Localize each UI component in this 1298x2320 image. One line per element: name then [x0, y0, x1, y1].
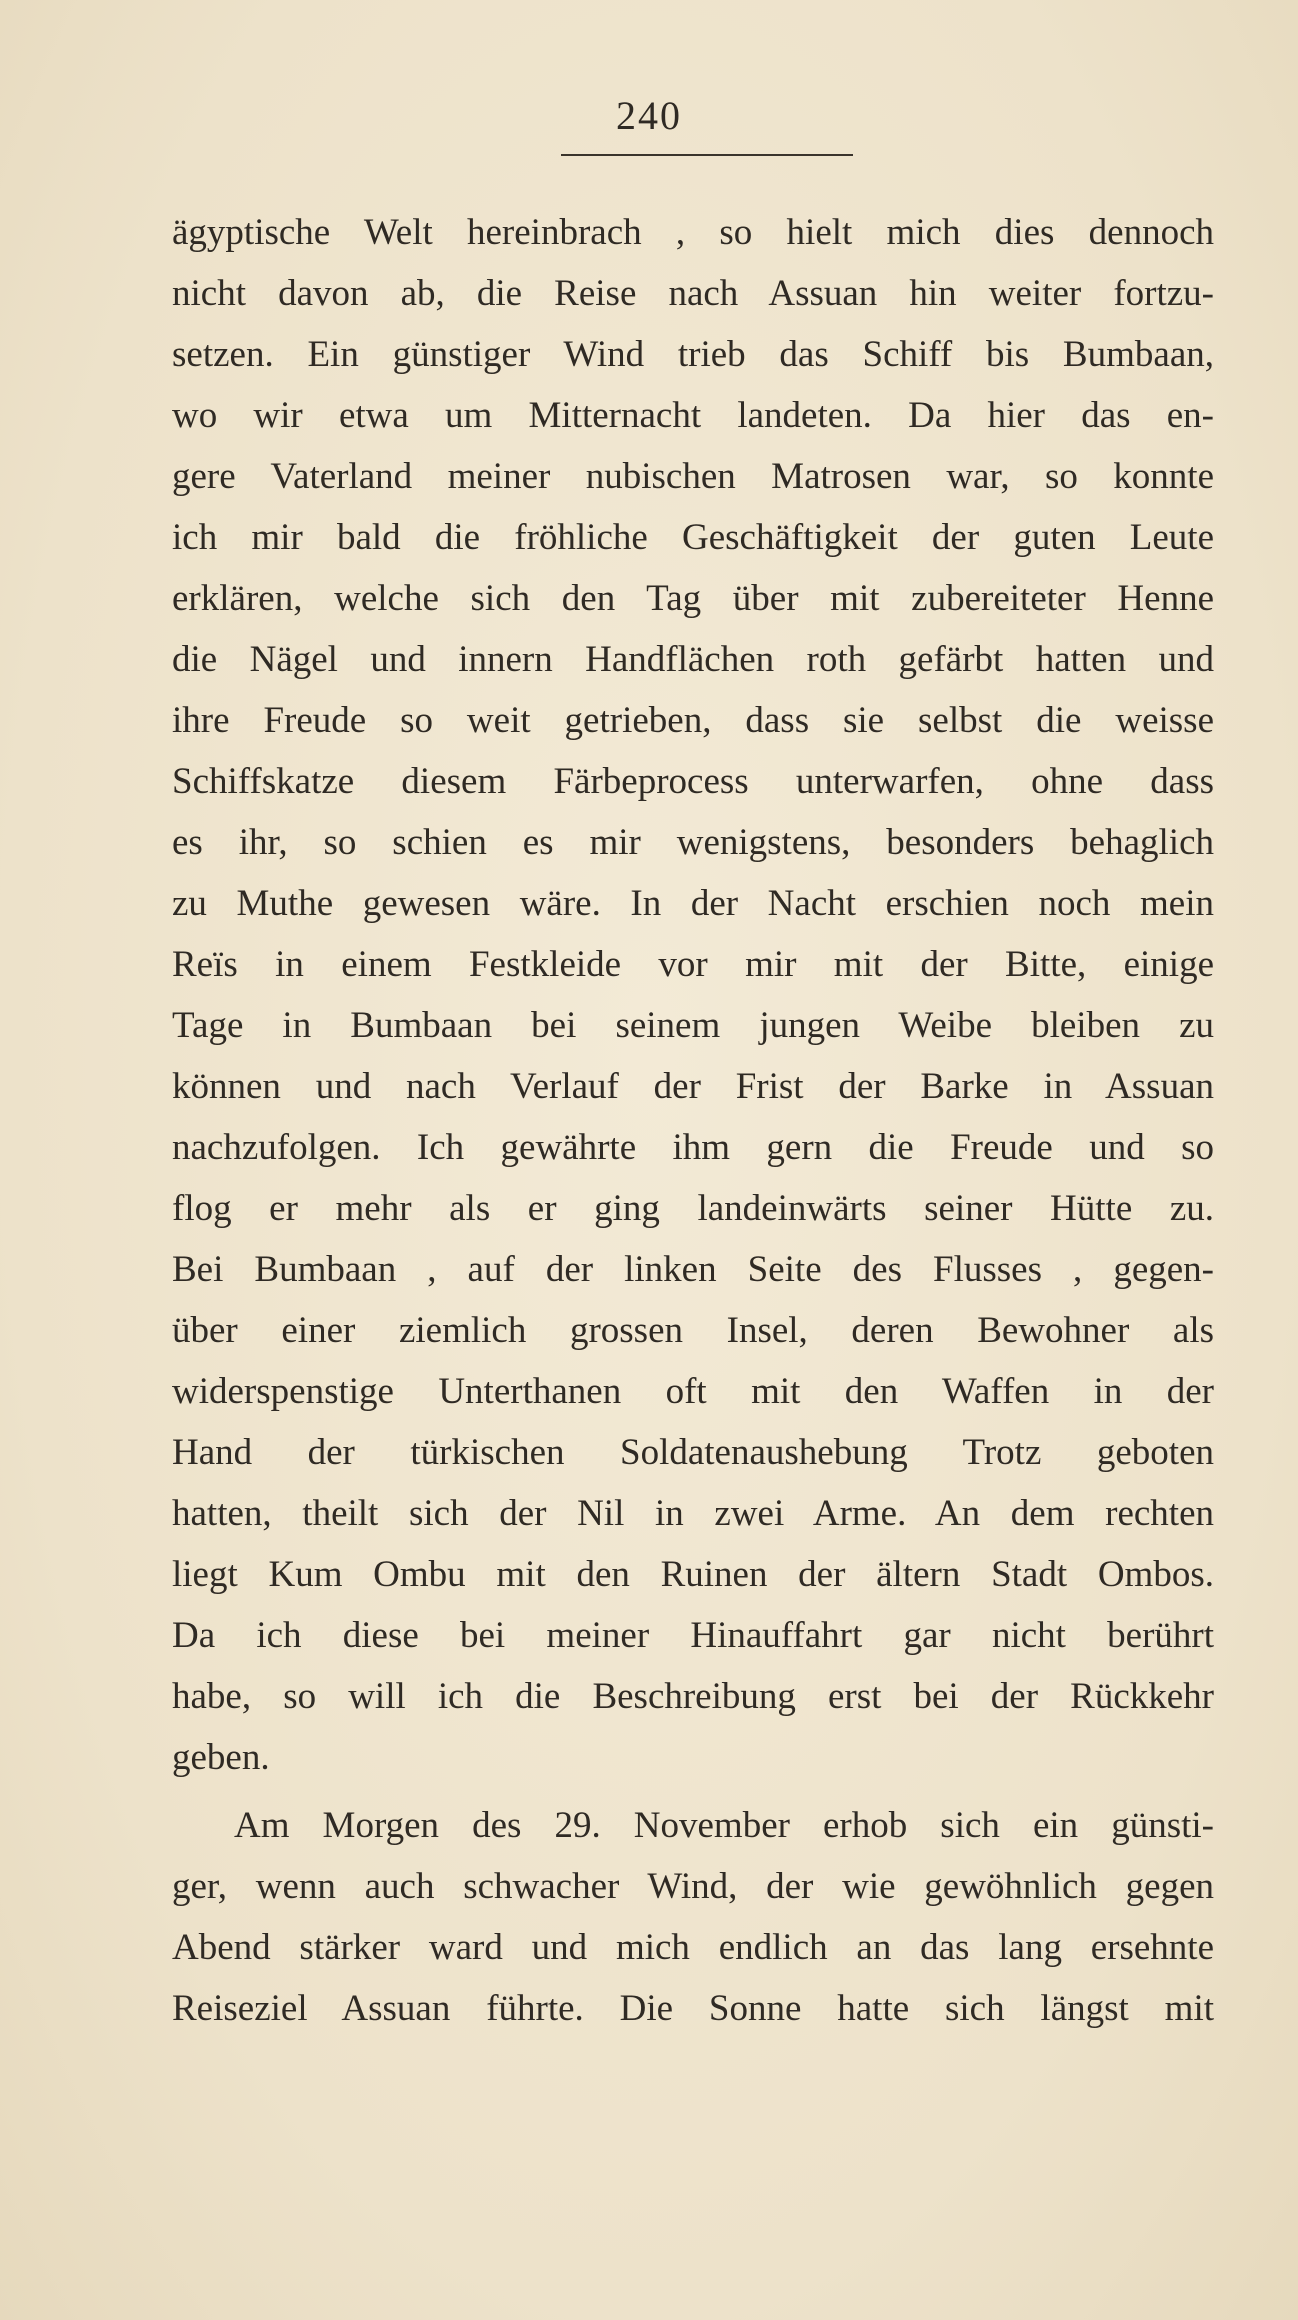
body-text — [172, 202, 1214, 2039]
text-line: zu Muthe gewesen wäre. In der Nacht erschien noch mein — [172, 883, 1214, 924]
text-line: ägyptische Welt hereinbrach , so hielt mich dies dennoch — [172, 212, 1214, 253]
text-line: ich mir bald die fröhliche Geschäftigkeit der guten Leute — [172, 517, 1214, 558]
text-line: nicht davon ab, die Reise nach Assuan hin weiter fortzu- — [172, 273, 1214, 314]
text-line: Abend stärker ward und mich endlich an das lang ersehnte — [172, 1927, 1214, 1968]
paragraph-1 — [172, 202, 1214, 1788]
text-line: flog er mehr als er ging landeinwärts seiner Hütte zu. — [172, 1188, 1214, 1229]
text-line: Tage in Bumbaan bei seinem jungen Weibe bleiben zu — [172, 1005, 1214, 1046]
text-line: Schiffskatze diesem Färbeprocess unterwarfen, ohne dass — [172, 761, 1214, 802]
header-rule — [561, 154, 853, 156]
text-line: gere Vaterland meiner nubischen Matrosen war, so konnte — [172, 456, 1214, 497]
text-line: ger, wenn auch schwacher Wind, der wie gewöhnlich gegen — [172, 1866, 1214, 1907]
text-line: hatten, theilt sich der Nil in zwei Arme. An dem rechten — [172, 1493, 1214, 1534]
text-line: können und nach Verlauf der Frist der Barke in Assuan — [172, 1066, 1214, 1107]
text-line: habe, so will ich die Beschreibung erst bei der Rückkehr — [172, 1676, 1214, 1717]
text-line: widerspenstige Unterthanen oft mit den Waffen in der — [172, 1371, 1214, 1412]
text-line: es ihr, so schien es mir wenigstens, besonders behaglich — [172, 822, 1214, 863]
text-line: geben. — [172, 1737, 270, 1778]
text-line: Am Morgen des 29. November erhob sich ein günsti- — [234, 1805, 1214, 1846]
page-number: 240 — [616, 93, 682, 138]
text-line: Da ich diese bei meiner Hinauffahrt gar nicht berührt — [172, 1615, 1214, 1656]
text-line: Hand der türkischen Soldatenaushebung Trotz geboten — [172, 1432, 1214, 1473]
paragraph-2 — [172, 1795, 1214, 2039]
text-line: setzen. Ein günstiger Wind trieb das Schiff bis Bumbaan, — [172, 334, 1214, 375]
text-line: Reiseziel Assuan führte. Die Sonne hatte sich längst mit — [172, 1988, 1214, 2029]
text-line: liegt Kum Ombu mit den Ruinen der ältern Stadt Ombos. — [172, 1554, 1214, 1595]
text-line: Reïs in einem Festkleide vor mir mit der Bitte, einige — [172, 944, 1214, 985]
text-line: wo wir etwa um Mitternacht landeten. Da hier das en- — [172, 395, 1214, 436]
text-line: Bei Bumbaan , auf der linken Seite des Flusses , gegen- — [172, 1249, 1214, 1290]
text-line: die Nägel und innern Handflächen roth gefärbt hatten und — [172, 639, 1214, 680]
text-line: nachzufolgen. Ich gewährte ihm gern die Freude und so — [172, 1127, 1214, 1168]
text-line: über einer ziemlich grossen Insel, deren Bewohner als — [172, 1310, 1214, 1351]
text-line: ihre Freude so weit getrieben, dass sie selbst die weisse — [172, 700, 1214, 741]
text-line: erklären, welche sich den Tag über mit zubereiteter Henne — [172, 578, 1214, 619]
